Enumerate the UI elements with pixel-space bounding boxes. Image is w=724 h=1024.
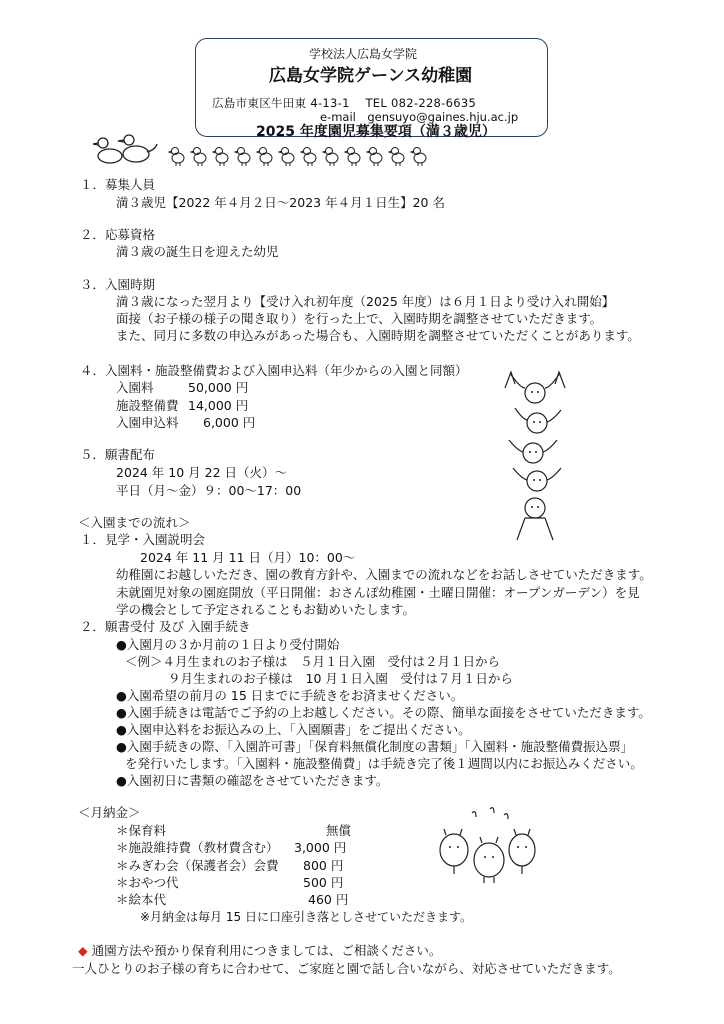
section-5-line-1: 2024 年 10 月 22 日（火）～ (116, 465, 287, 480)
section-4-heading: ４．入園料・施設整備費および入園申込料（年少からの入園と同額） (80, 363, 468, 378)
section-2-text: 満３歳の誕生日を迎えた幼児 (116, 244, 279, 259)
address: 広島市東区牛田東 4-13-1 TEL 082-228-6635 (212, 96, 477, 110)
monthly-value: 460 円 (308, 892, 349, 907)
monthly-note: ※月納金は毎月 15 日に口座引き落としさせていただきます。 (140, 910, 472, 924)
section-3-heading: ３．入園時期 (80, 277, 156, 292)
fee-label: 施設整備費 (116, 398, 179, 413)
section-5-heading: ５．願書配布 (80, 447, 156, 462)
monthly-label: ＊絵本代 (116, 892, 167, 907)
monthly-label: ＊保育料 (116, 823, 167, 838)
section-1-heading: １．募集人員 (80, 177, 156, 192)
monthly-value: 3,000 円 (294, 840, 347, 855)
section-3-line-3: また、同月に多数の申込みがあった場合も、入園時期を調整させていただくことがあります。 (116, 328, 640, 343)
flow-2-heading: ２．願書受付 及び 入園手続き (80, 619, 251, 634)
flow-heading: ＜入園までの流れ＞ (78, 515, 191, 530)
fee-label: 入園申込料 (116, 415, 179, 430)
diamond-icon: ◆ (78, 943, 88, 958)
section-5-line-2: 平日（月～金）９：00～17：00 (116, 483, 302, 498)
flow-1-line-1: 幼稚園にお越しいただき、園の教育方針や、入園までの流れなどをお話しさせていただきます。 (116, 567, 652, 582)
fee-value: 14,000 円 (188, 398, 249, 413)
singing-chicks-illustration (432, 805, 542, 885)
monthly-label: ＊みぎわ会（保護者会）会費 (116, 858, 279, 873)
footer-line-2: 一人ひとりのお子様の育ちに合わせて、ご家庭と園で話し合いながら、対応させていただきます。 (72, 961, 621, 976)
flow-2-bullet-2: ●入園希望の前月の 15 日までに手続きをお済ませください。 (116, 688, 464, 703)
email: e-mail gensuyo@gaines.hju.ac.jp (320, 110, 519, 124)
flow-2-bullet-3: ●入園手続きは電話でご予約の上お越しください。その際、簡単な面接をさせていただきます。 (116, 705, 651, 720)
section-2-heading: ２．応募資格 (80, 227, 156, 242)
section-3-line-1: 満３歳になった翌月より【受け入れ初年度（2025 年度）は６月１日より受け入れ開始】 (116, 294, 615, 309)
flow-2-bullet-6: ●入園初日に書類の確認をさせていただきます。 (116, 773, 389, 788)
page-title: 2025 年度園児募集要項（満３歳児） (256, 124, 496, 140)
flow-2-bullet-4: ●入園申込料をお振込みの上、「入園願書」をご提出ください。 (116, 722, 471, 737)
fee-label: 入園料 (116, 380, 154, 395)
fee-value: 50,000 円 (188, 380, 249, 395)
section-3-line-2: 面接（お子様の様子の聞き取り）を行った上で、入園時期を調整させていただきます。 (116, 311, 603, 326)
footer-line-1 (78, 941, 441, 959)
section-1-text: 満３歳児【2022 年４月２日～2023 年４月１日生】20 名 (116, 195, 445, 210)
flow-1-date: 2024 年 11 月 11 日（月）10：00～ (140, 550, 356, 565)
chick-row-illustration (168, 145, 438, 167)
flow-1-line-2: 未就園児対象の園庭開放（平日開催：おさんぽ幼稚園・土曜日開催：オープンガーデン）を見 (116, 585, 640, 600)
monthly-value: 800 円 (303, 858, 344, 873)
flow-1-heading: １．見学・入園説明会 (80, 532, 206, 547)
flow-1-line-3: 学の機会として予定されることもお勧めいたします。 (116, 602, 416, 617)
school-name: 広島女学院ゲーンス幼稚園 (269, 66, 473, 86)
flow-2-bullet-5-cont: を発行いたします。「入園料・施設整備費」は手続き完了後１週間以内にお振込みください。 (125, 756, 643, 771)
monthly-label: ＊おやつ代 (116, 875, 179, 890)
monthly-heading: ＜月納金＞ (78, 805, 141, 820)
monthly-label: ＊施設維持費（教材費含む） (116, 840, 279, 855)
flow-2-example-2: ９月生まれのお子様は 10 月１日入園 受付は７月１日から (168, 671, 513, 686)
flow-2-bullet-5: ●入園手続きの際、「入園許可書」「保育料無償化制度の書類」「入園料・施設整備費振込票」 (116, 739, 634, 754)
monthly-value: 無償 (326, 823, 352, 838)
children-illustration (495, 368, 575, 548)
duck-illustration (92, 130, 160, 166)
footer-text-1: 通園方法や預かり保育利用につきましては、ご相談ください。 (91, 943, 442, 958)
monthly-value: 500 円 (303, 875, 344, 890)
fee-value: 6,000 円 (203, 415, 256, 430)
flow-2-bullet-1: ●入園月の３か月前の１日より受付開始 (116, 637, 340, 652)
org-name: 学校法人広島女学院 (309, 47, 418, 61)
flow-2-example-1: ＜例＞４月生まれのお子様は ５月１日入園 受付は２月１日から (125, 654, 501, 669)
